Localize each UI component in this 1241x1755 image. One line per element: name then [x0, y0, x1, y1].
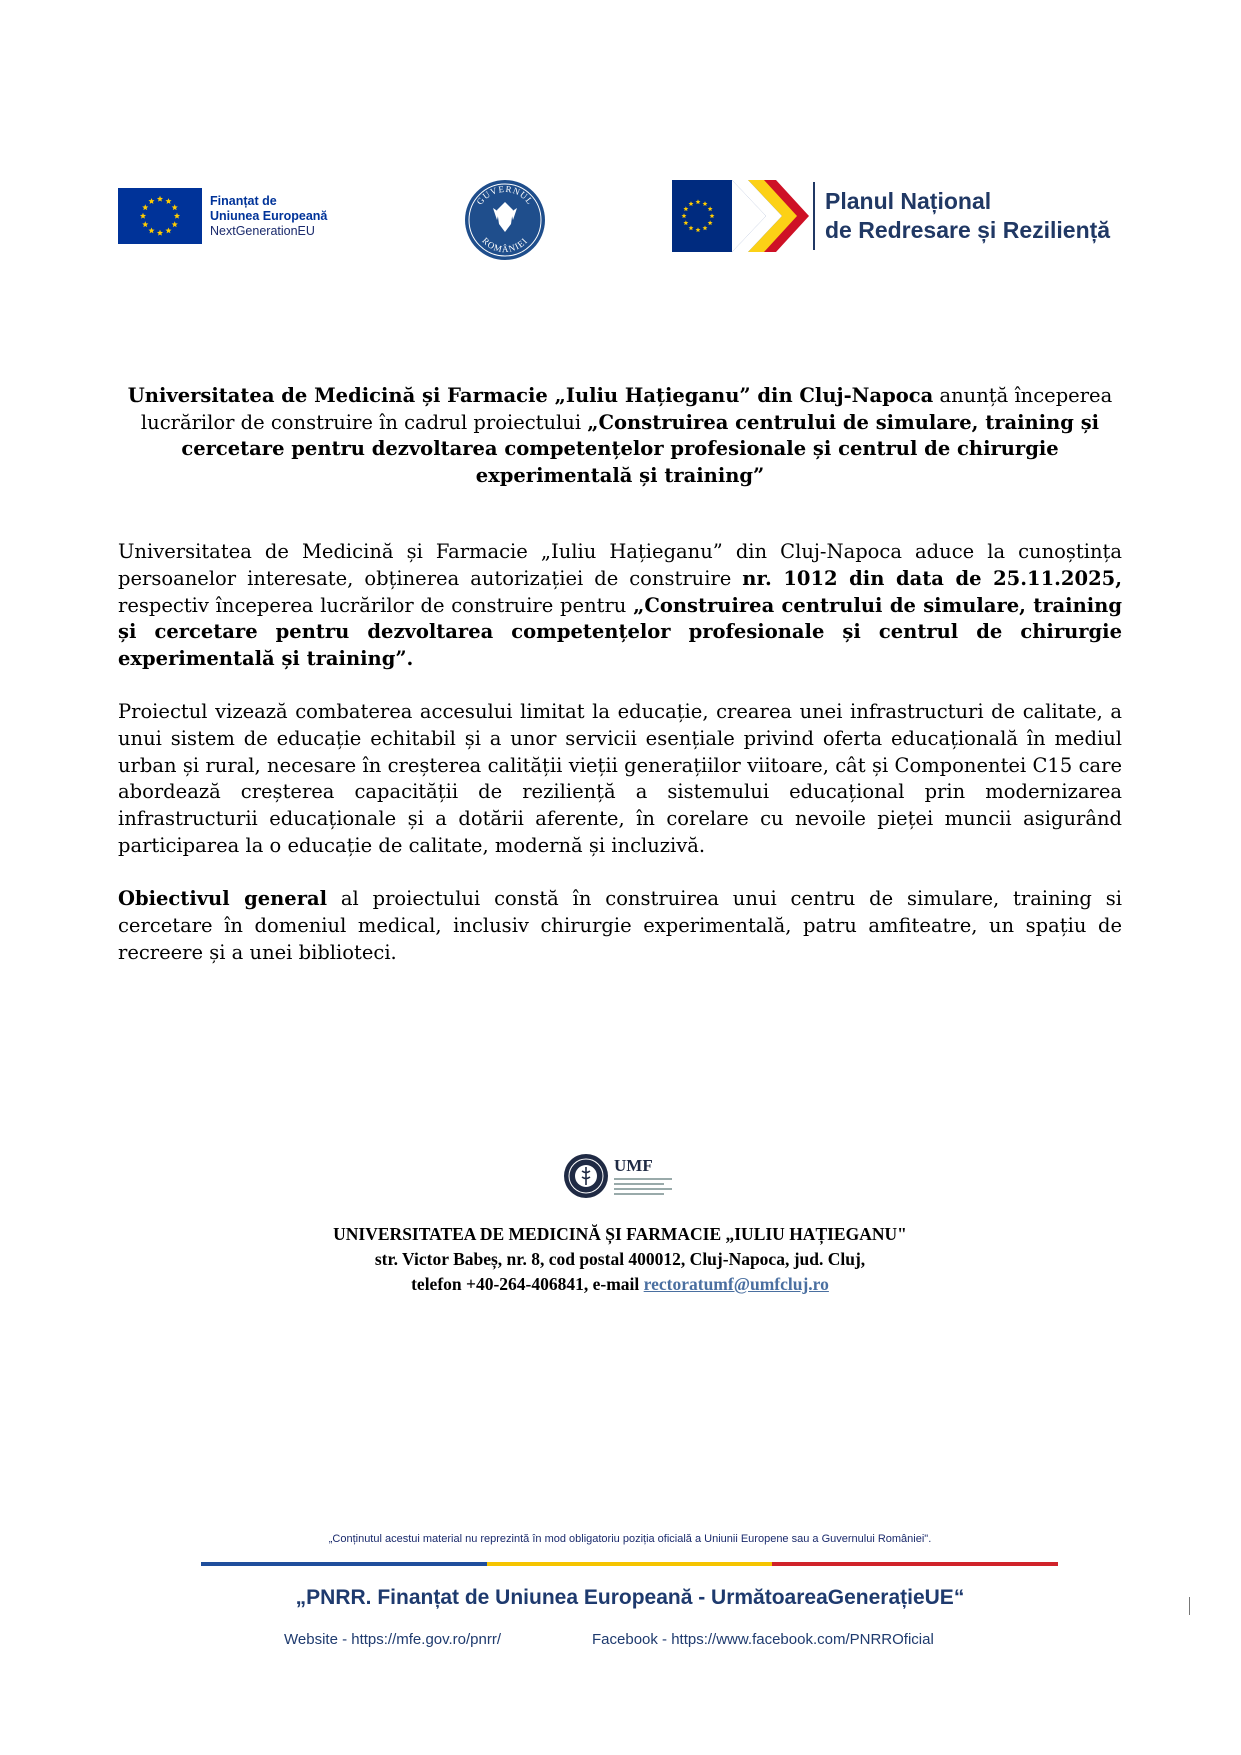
facebook-link[interactable]: Facebook - https://www.facebook.com/PNRROficial	[592, 1631, 934, 1648]
romanian-government-seal-icon	[463, 178, 547, 262]
title-project: „Construirea centrului de simulare, training și cercetare pentru dezvoltarea competențelor profesionale și centrul de chirurgie experimentală și training”	[181, 410, 1100, 487]
p3-label: Obiectivul general	[118, 887, 328, 910]
page-marker	[1189, 1597, 1190, 1615]
footer-address	[118, 1222, 1122, 1297]
p3-text: al proiectului constă în construirea unui centru de simulare, training si cercetare în domeniul medical, inclusiv chirurgie experimentală, patru amfiteatre, un spațiu de recreere și a unei biblioteci.	[118, 887, 1123, 964]
p2-text: Proiectul vizează combaterea accesului limitat la educație, crearea unei infrastructuri de calitate, a unui sistem de educație echitabil și a unor servicii esențiale privind oferta educațională în mediul urban și rural, necesare în creșterea calității vieții generațiilor viitoare, cât și Componentei C15 care abordează creșterea capacității de reziliență a sistemului educațional prin modernizarea infrastructurii educaționale și a dotării aferente, în corelare cu nevoile pieței muncii asigurând participarea la o educație de calitate, modernă și incluzivă.	[118, 700, 1122, 857]
paragraph-objective	[118, 886, 1122, 966]
umf-logo-label: UMF	[614, 1156, 653, 1175]
p1-project: „Construirea centrului de simulare, training și cercetare pentru dezvoltarea competențelor profesionale și centrul de chirurgie experimentală și training”.	[118, 593, 1122, 671]
gov-seal-bottom-text: ROMÂNIEI	[480, 235, 530, 255]
pnrr-slogan: „PNRR. Finanțat de Uniunea Europeană - UrmătoareaGenerațieUE“	[295, 1586, 965, 1609]
pnrr-logo-line1: Planul Național	[825, 188, 992, 214]
email-link[interactable]: rectoratumf@umfcluj.ro	[643, 1274, 829, 1294]
address-line2: str. Victor Babeș, nr. 8, cod postal 400012, Cluj-Napoca, jud. Cluj,	[374, 1249, 866, 1269]
disclaimer: „Conținutul acestui material nu reprezintă în mod obligatoriu poziția oficială a Uniunii Europene sau a Guvernului României".	[328, 1533, 932, 1545]
eu-logo-line1: Finanțat de	[210, 193, 277, 208]
address-line1: UNIVERSITATEA DE MEDICINĂ ȘI FARMACIE „IULIU HAȚIEGANU"	[333, 1224, 907, 1244]
p1-permit: nr. 1012 din data de 25.11.2025,	[742, 566, 1122, 590]
eu-funding-logo	[118, 188, 327, 244]
title-mid: anunță începerea lucrărilor de construire în cadrul proiectului	[140, 384, 1113, 434]
paragraph-scope	[118, 699, 1122, 860]
announcement-title	[118, 383, 1122, 489]
title-org: Universitatea de Medicină și Farmacie „Iuliu Hațieganu” din Cluj-Napoca	[127, 384, 934, 407]
pnrr-logo-line2: de Redresare și Reziliență	[825, 217, 1111, 243]
p1-text1: Universitatea de Medicină și Farmacie „Iuliu Hațieganu” din Cluj-Napoca aduce la cunoștința persoanelor interesate, obținerea autorizației de construire	[118, 540, 1122, 590]
address-line3-prefix: telefon +40-264-406841, e-mail	[411, 1274, 644, 1294]
umf-seal-icon	[563, 1153, 609, 1199]
eu-logo-line3: NextGenerationEU	[210, 223, 315, 238]
pnrr-logo	[672, 180, 1110, 252]
tricolor-bar	[201, 1562, 1058, 1566]
eu-flag-icon	[118, 188, 202, 244]
gov-seal-top-text: GUVERNUL	[474, 183, 536, 207]
p1-text2: respectiv începerea lucrărilor de construire pentru	[118, 593, 634, 617]
pnrr-flag-icon	[672, 180, 809, 252]
eu-logo-line2: Uniunea Europeană	[210, 208, 328, 223]
paragraph-permit	[118, 539, 1122, 673]
footer-links	[284, 1631, 984, 1648]
umf-logo	[563, 1153, 672, 1199]
website-link[interactable]: Website - https://mfe.gov.ro/pnrr/	[284, 1631, 502, 1648]
